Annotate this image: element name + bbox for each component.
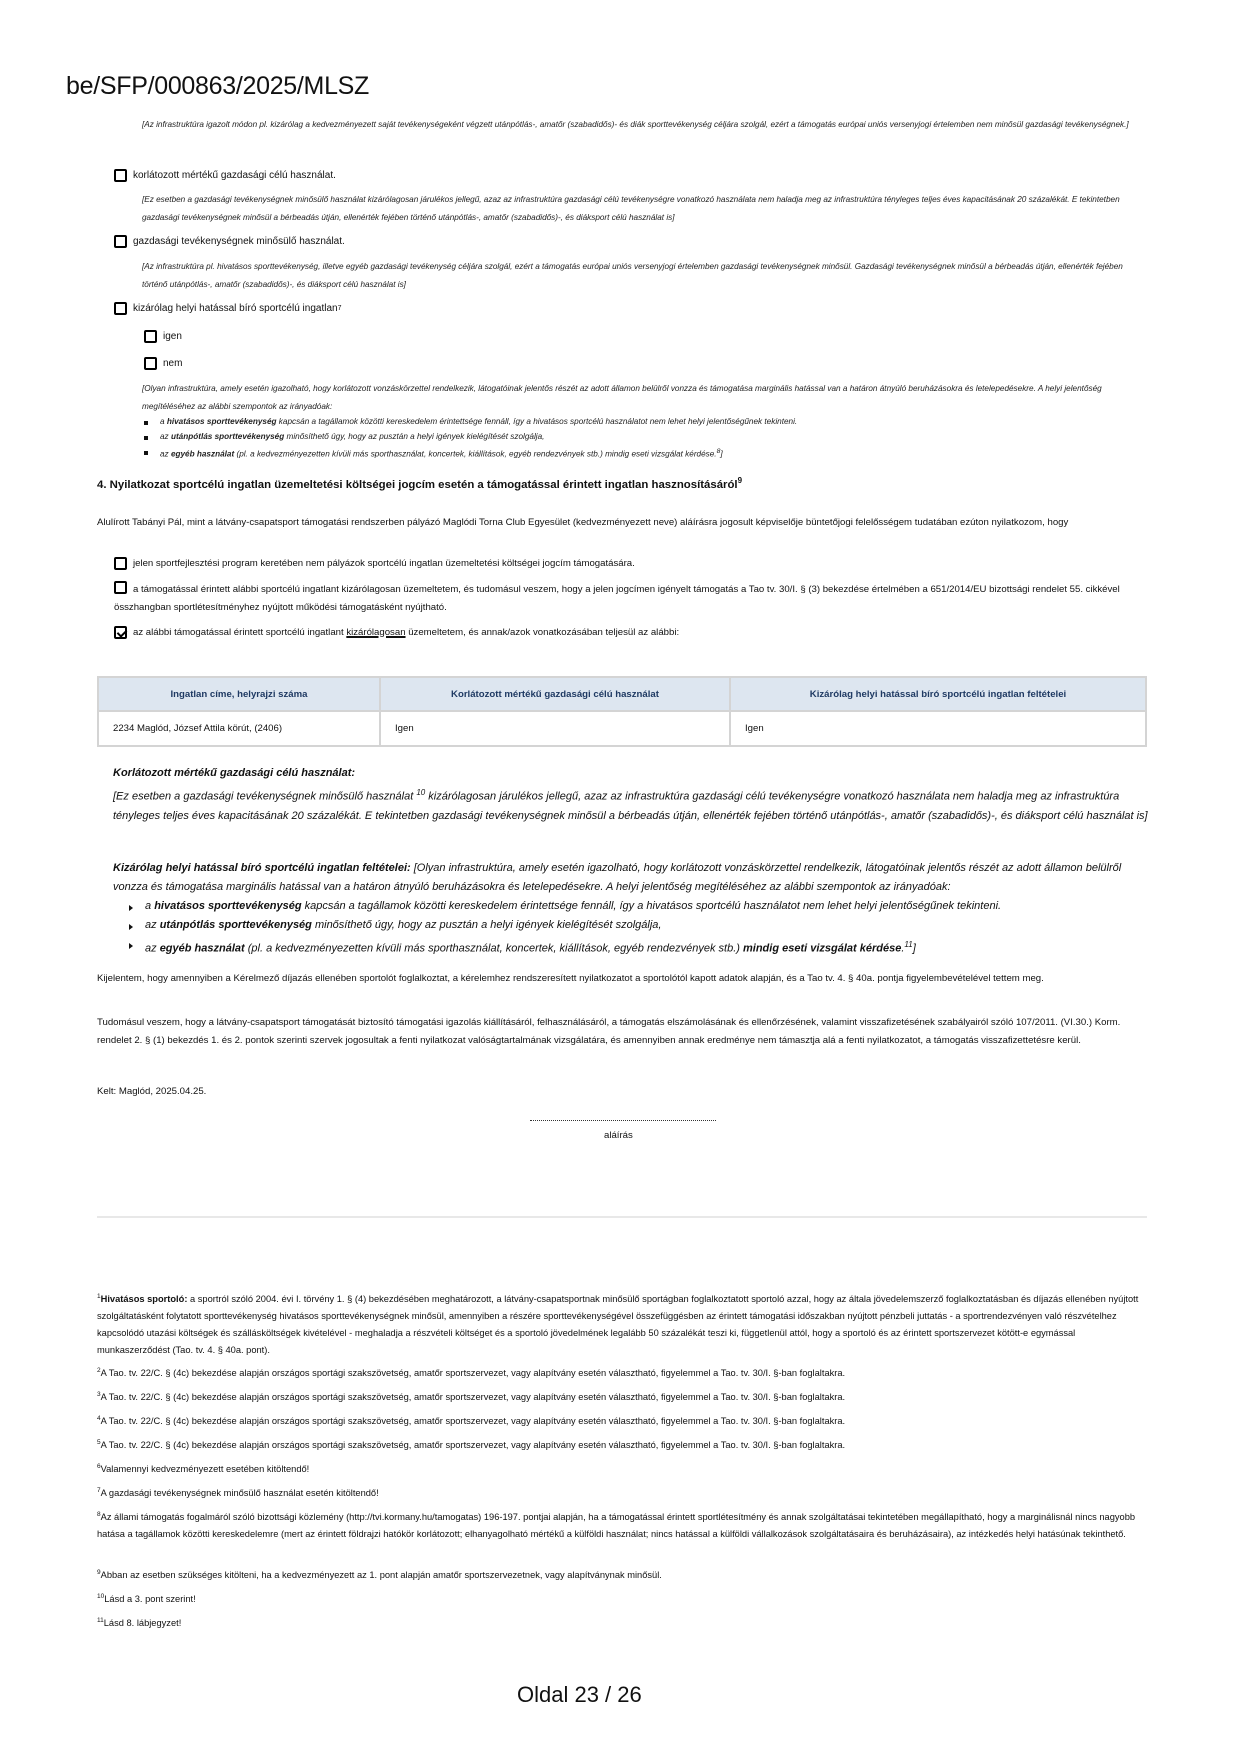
choice-label: az alábbi támogatással érintett sportcélú ingatlant kizárólagosan üzemeltetem, és annak/azok vonatkozásában teljesül az alábbi:: [133, 627, 680, 638]
criteria-item: az utánpótlás sporttevékenység minősíthető úgy, hogy az pusztán a helyi igények kielégítését szolgálja,: [142, 429, 1142, 444]
cell-address: 2234 Maglód, József Attila körút, (2406): [98, 711, 380, 746]
criteria-item: a hivatásos sporttevékenység kapcsán a tagállamok közötti kereskedelem érintettsége fennáll, így a hivatásos sportcélú használatot nem lehet helyi jelentőségűnek tekinteni.: [127, 897, 1148, 916]
note-limited-economic: [113, 764, 1148, 826]
page-number: Oldal 23 / 26: [517, 1682, 642, 1707]
option-note: [Az infrastruktúra pl. hivatásos sporttevékenység, illetve egyéb gazdasági tevékenység céljára szolgál, ezért a támogatás európai uniós versenyjogi értelemben gazdasági tevékenységnek minősül. Gazdasági tevékenységnek minősül a bérbeadás útján, ellenérték fejében történő utánpótlás-, amatőr (szabadidős)-, és diáksport célú használat is]: [142, 262, 1123, 289]
choice-exclusive-conditions[interactable]: [114, 626, 679, 639]
footnote: $^6$Valamennyi kedvezményezett esetében kitöltendő!: [97, 1463, 310, 1475]
sub-option-nem[interactable]: [144, 357, 182, 370]
criteria-item: az egyéb használat (pl. a kedvezményezetten kívüli más sporthasználat, koncertek, kiállítások, egyéb rendezvények stb.) mindig eseti vizsgálat kérdése.$^{11}$]: [127, 935, 1148, 959]
option-limited-economic[interactable]: [114, 169, 336, 182]
column-header: Kizárólag helyi hatással bíró sportcélú ingatlan feltételei: [730, 677, 1146, 711]
checkbox-igen[interactable]: [144, 330, 157, 343]
option-local-impact[interactable]: [114, 302, 341, 315]
place-date: Kelt: Maglód, 2025.04.25.: [97, 1086, 207, 1097]
note-intro: [Olyan infrastruktúra, amely esetén igazolható, hogy korlátozott vonzáskörzettel rendelkezik, látogatóinak jelentős részét az adott államon belülről vonzza és támogatása marginális hatással van a határon átnyúló beruházásokra és letelepedésekre. A helyi jelentőség megítéléséhez az alábbi szempontok az irányadóak:: [142, 384, 1102, 411]
note-text: [Olyan infrastruktúra, amely esetén igazolható, hogy korlátozott vonzáskörzettel rendelkezik, látogatóinak jelentős részét az adott államon belülről vonzza és támogatása marginális hatással van a határon átnyúló beruházásokra és letelepedésekre. A helyi jelentőség megítéléséhez az alábbi szempontok az irányadóak:: [113, 862, 1122, 893]
footnote-separator: [97, 1216, 1147, 1218]
note-title: Kizárólag helyi hatással bíró sportcélú ingatlan feltételei:: [113, 862, 411, 874]
checkbox-no-application[interactable]: [114, 557, 127, 570]
footnote: $^4$A Tao. tv. 22/C. § (4c) bekezdése alapján országos sportági szakszövetség, amatőr sportszervezet, vagy alapítvány esetén választható, figyelemmel a Tao. tv. 30/I. §-ban foglaltakra.: [97, 1415, 846, 1427]
footnote: $^1$Hivatásos sportoló: a sportról szóló 2004. évi I. törvény 1. § (4) bekezdésében meghatározott, a látvány-csapatsportnak minősülő sportágban foglalkoztatott sportoló azzal, hogy az általa jövedelemszerző foglalkoztatásban és díjazás ellenében nyújtott szolgáltatásként folytatott sporttevékenység hivatásos sporttevékenységnek minősül, amennyiben a részére sporttevékenységével összefüggésben az érintett támogatási időszakban nyújtott pénzbeli juttatás - a sportrendezvényen való részvételhez kapcsolódó utazási költségek és szállásköltségek kivételével - meghaladja a részvételi költséget és a sportoló jövedelmének legalább 50 százalékát teszi ki, függetlenül attól, hogy a sportoló és az érintett sportszervezet kötött-e egymással munkaszerződést (Tao. tv. 4. § 40a. pont).: [97, 1293, 1139, 1356]
table-row: [98, 711, 1146, 746]
criteria-item: az utánpótlás sporttevékenység minősíthető úgy, hogy az pusztán a helyi igények kielégítését szolgálja,: [127, 916, 1148, 935]
criteria-list: [127, 897, 1148, 959]
option-note: [Ez esetben a gazdasági tevékenységnek minősülő használat kizárólagosan járulékos jellegű, azaz az infrastruktúra gazdasági célú tevékenységre vonatkozó használata nem haladja meg az infrastruktúra tényleges teljes éves kapacitásának 20 százalékát. E tekintetben gazdasági tevékenységnek minősül a bérbeadás útján, ellenérték fejében történő utánpótlás-, amatőr (szabadidős)-, és diáksport célú használat is]: [142, 195, 1120, 222]
choice-label: jelen sportfejlesztési program keretében nem pályázok sportcélú ingatlan üzemeltetési költségei jogcím támogatására.: [133, 558, 635, 569]
cell-local-impact: Igen: [730, 711, 1146, 746]
option-economic-activity[interactable]: [114, 235, 345, 248]
declaration-verification: Tudomásul veszem, hogy a látvány-csapatsport támogatását biztosító támogatási igazolás kiállításáról, felhasználásáról, a támogatás elszámolásának és ellenőrzésének, valamint visszafizetésének szabályairól szóló 107/2011. (VI.30.) Korm. rendelet 2. § (1) bekezdés 1. és 2. pontok szerinti szervek jogosultak a fenti nyilatkozat valóságtartalmának vizsgálatára, és amennyiben annak eredménye nem támasztja alá a fenti nyilatkozatot, a támogatás visszafizettetésre kerül.: [97, 1017, 1121, 1046]
property-table: [97, 676, 1147, 747]
declaration-athlete: Kijelentem, hogy amennyiben a Kérelmező díjazás ellenében sportolót foglalkoztat, a kérelemhez rendszeresített nyilatkozatot a sportolótól kapott adatok alapján, és a Tao tv. 4. § 40a. pontja figyelembevételével tettem meg.: [97, 973, 1044, 984]
document-id: be/SFP/000863/2025/MLSZ: [66, 72, 370, 100]
table-header-row: [98, 677, 1146, 711]
checkbox-economic-activity[interactable]: [114, 235, 127, 248]
column-header: Ingatlan címe, helyrajzi száma: [98, 677, 380, 711]
footnote: $^7$A gazdasági tevékenységnek minősülő használat esetén kitöltendő!: [97, 1487, 379, 1499]
option-label: gazdasági tevékenységnek minősülő használat.: [133, 236, 345, 247]
sub-option-label: igen: [163, 331, 182, 342]
footnote: $^9$Abban az esetben szükséges kitölteni, ha a kedvezményezett az 1. pont alapján amatőr sportszervezetnek, vagy alapítványnak minősül.: [97, 1569, 662, 1581]
criteria-list: [142, 414, 1142, 462]
footnote: $^3$A Tao. tv. 22/C. § (4c) bekezdése alapján országos sportági szakszövetség, amatőr sportszervezet, vagy alapítvány esetén választható, figyelemmel a Tao. tv. 30/I. §-ban foglaltakra.: [97, 1391, 846, 1403]
checkbox-limited-economic[interactable]: [114, 169, 127, 182]
footnote: $^{11}$Lásd 8. lábjegyzet!: [97, 1617, 182, 1629]
checkbox-local-impact[interactable]: [114, 302, 127, 315]
cell-limited-economic: Igen: [380, 711, 730, 746]
signature-line: [530, 1120, 716, 1121]
checkbox-exclusive-conditions[interactable]: [114, 626, 127, 639]
option-label: kizárólag helyi hatással bíró sportcélú ingatlan: [133, 303, 338, 314]
section-4-intro: Alulírott Tabányi Pál, mint a látvány-csapatsport támogatási rendszerben pályázó Maglódi Torna Club Egyesület (kedvezményezett neve) aláírásra jogosult képviselője büntetőjogi felelősségem tudatában ezúton nyilatkozom, hogy: [97, 517, 1069, 528]
choice-label: a támogatással érintett alábbi sportcélú ingatlant kizárólagosan üzemeltetem, és tudomásul veszem, hogy a jelen jogcímen igényelt támogatás a Tao tv. 30/I. § (3) bekezdése értelmében a 651/2014/EU bizottsági rendelet 55. cikkével összhangban sportlétesítményhez nyújtott működési támogatásként nyújtható.: [114, 584, 1120, 613]
choice-exclusive-operation[interactable]: [114, 581, 1149, 617]
criteria-item: a hivatásos sporttevékenység kapcsán a tagállamok közötti kereskedelem érintettsége fennáll, így a hivatásos sportcélú használatot nem lehet helyi jelentőségűnek tekinteni.: [142, 414, 1142, 429]
note-text: [Ez esetben a gazdasági tevékenységnek minősülő használat $^{10}$ kizárólagosan járulékos jellegű, azaz az infrastruktúra gazdasági célú tevékenységre vonatkozó használata nem haladja meg az infrastruktúra tényleges teljes éves kapacitásának 20 százalékát. E tekintetben gazdasági tevékenységnek minősül a bérbeadás útján, ellenérték fejében történő utánpótlás-, amatőr (szabadidős)-, és diáksport célú használat is]: [113, 788, 1148, 822]
footnote: $^5$A Tao. tv. 22/C. § (4c) bekezdése alapján országos sportági szakszövetség, amatőr sportszervezet, vagy alapítvány esetén választható, figyelemmel a Tao. tv. 30/I. §-ban foglaltakra.: [97, 1439, 846, 1451]
option-label: korlátozott mértékű gazdasági célú használat.: [133, 170, 336, 181]
signature-label: aláírás: [604, 1130, 633, 1141]
criteria-item: az egyéb használat (pl. a kedvezményezetten kívüli más sporthasználat, koncertek, kiállítások, egyéb rendezvények stb.) mindig eseti vizsgálat kérdése.$^8$]: [142, 444, 1142, 462]
choice-no-application[interactable]: [114, 557, 635, 570]
checkbox-exclusive-operation[interactable]: [114, 581, 127, 594]
footnote: $^2$A Tao. tv. 22/C. § (4c) bekezdése alapján országos sportági szakszövetség, amatőr sportszervezet, vagy alapítvány esetén választható, figyelemmel a Tao. tv. 30/I. §-ban foglaltakra.: [97, 1367, 846, 1379]
section-4-title: 4. Nyilatkozat sportcélú ingatlan üzemeltetési költségei jogcím esetén a támogatással érintett ingatlan hasznosításáról$^9$: [97, 476, 743, 491]
footnote: $^8$Az állami támogatás fogalmáról szóló bizottsági közlemény (http://tvi.kormany.hu/tamogatas) 196-197. pontjai alapján, ha a támogatással érintett sportlétesítmény és annak szolgáltatásai tekintetében megállapítható, hogy a marginálisnál nincs nagyobb hatása a tagállamok közötti kereskedelemre (mert az érintett földrajzi hatókör korlátozott; elhanyagolható mértékű a külföldi használat; nincs hatással a külföldi vállalkozások szolgáltatásaira és beruházásaira), az intézkedés helyi hatásúnak tekinthető.: [97, 1511, 1136, 1540]
sub-option-igen[interactable]: [144, 330, 182, 343]
footnote-ref: 7: [337, 305, 342, 312]
checkbox-nem[interactable]: [144, 357, 157, 370]
column-header: Korlátozott mértékű gazdasági célú használat: [380, 677, 730, 711]
footnote: $^{10}$Lásd a 3. pont szerint!: [97, 1593, 196, 1605]
note-local-impact: [113, 859, 1148, 959]
top-note: [Az infrastruktúra igazolt módon pl. kizárólag a kedvezményezett saját tevékenységeként végzett utánpótlás-, amatőr (szabadidős)- és diák sporttevékenység céljára szolgál, ezért a támogatás európai uniós versenyjogi értelemben nem minősül gazdasági tevékenységnek.]: [142, 120, 1129, 129]
note-title: Korlátozott mértékű gazdasági célú használat:: [113, 767, 356, 779]
local-impact-note: [142, 380, 1142, 462]
sub-option-label: nem: [163, 358, 183, 369]
